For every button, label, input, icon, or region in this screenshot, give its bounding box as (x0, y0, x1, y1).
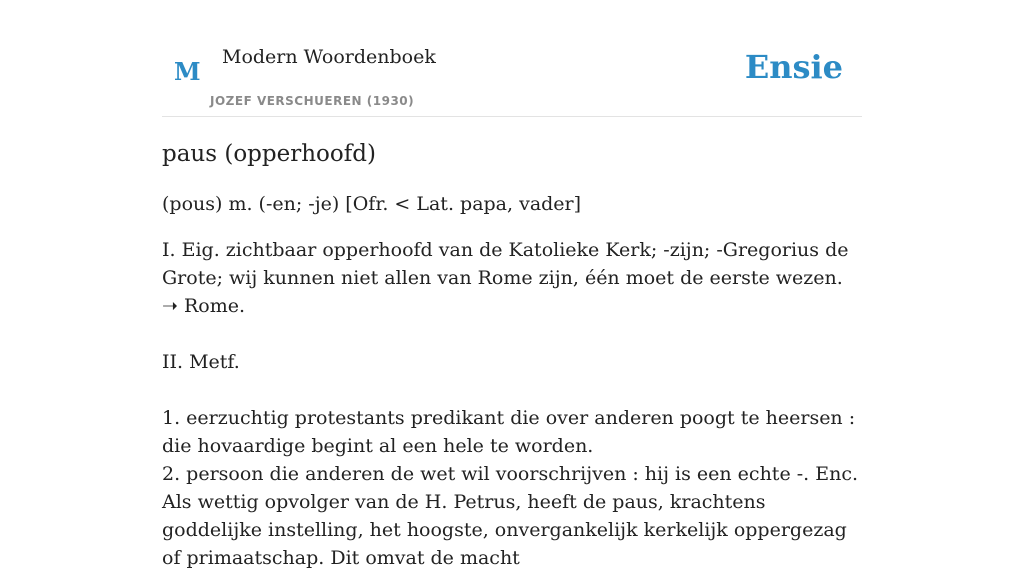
dictionary-logo[interactable]: M (174, 57, 201, 86)
spacer (162, 376, 862, 404)
sense-1-text: I. Eig. zichtbaar opperhoofd van de Katolieke Kerk; -zijn; -Gregorius de Grote; wij kunnen niet allen van Rome zijn, één moet de eerste wezen. (162, 239, 849, 289)
cross-reference-link[interactable] (162, 295, 245, 317)
entry-title: paus (opperhoofd) (162, 141, 376, 167)
sense-2-item-2: 2. persoon die anderen de wet wil voorschrijven : hij is een echte -. Enc. Als wettig opvolger van de H. Petrus, heeft de paus, krachtens goddelijke instelling, het hoogste, onvergankelijk kerkelijk oppergezag of primaatschap. Dit omvat de macht (162, 463, 859, 569)
dictionary-author: JOZEF VERSCHUEREN (1930) (210, 94, 415, 108)
sense-2-item-1: 1. eerzuchtig protestants predikant die over anderen poogt te heersen : die hovaardige begint al een hele te worden. (162, 407, 856, 457)
entry-etymology: (pous) m. (-en; -je) [Ofr. < Lat. papa, vader] (162, 193, 582, 215)
arrow-right-icon: ➝ (162, 295, 178, 317)
cross-reference-label: Rome. (183, 295, 246, 317)
site-header (162, 0, 862, 117)
ensie-logo-link[interactable]: Ensie (744, 48, 843, 86)
entry-content (162, 138, 862, 572)
dictionary-title-link[interactable]: Modern Woordenboek (222, 46, 436, 68)
sense-2-heading: II. Metf. (162, 351, 240, 373)
sense-1 (162, 236, 862, 320)
spacer (162, 320, 862, 348)
entry-definition (162, 236, 862, 572)
